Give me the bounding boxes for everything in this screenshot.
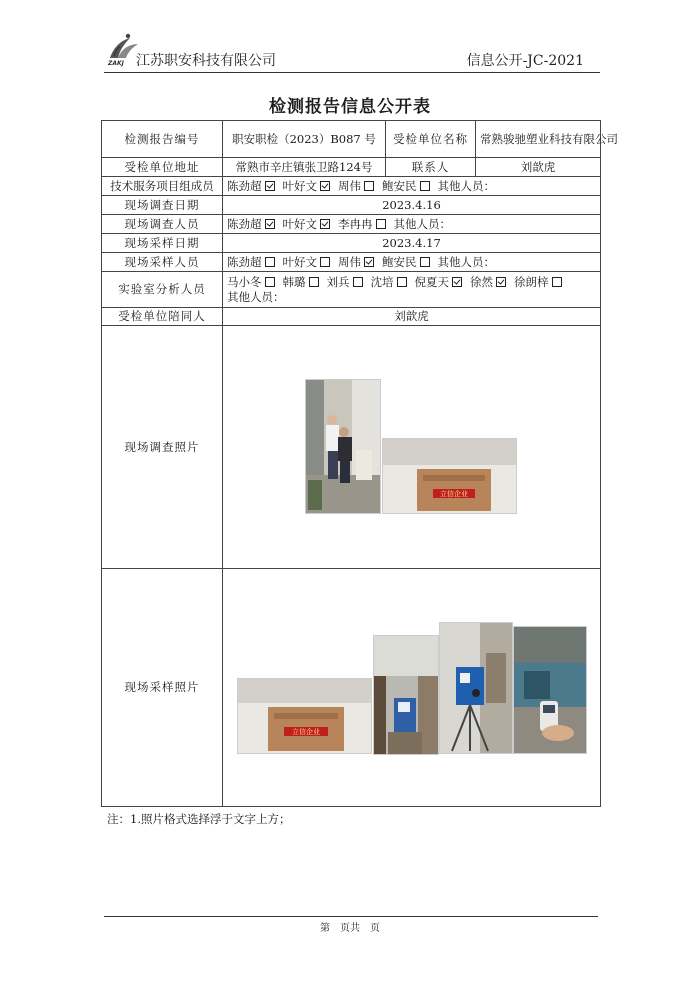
- checkbox-empty-icon[interactable]: [265, 257, 275, 267]
- table-row: [102, 308, 601, 326]
- survey-photo-cell: [223, 326, 601, 569]
- footer-divider: [104, 916, 598, 917]
- table-row: [102, 234, 601, 253]
- lab-label: 实验室分析人员: [102, 272, 223, 308]
- table-row: [102, 196, 601, 215]
- survey-photo-2: [382, 438, 517, 514]
- member-name: 马小冬: [227, 274, 262, 289]
- checkbox-checked-icon[interactable]: [265, 181, 275, 191]
- contact-value: 刘歆虎: [476, 158, 601, 177]
- page-title: 检测报告信息公开表: [269, 97, 431, 117]
- address-label: 受检单位地址: [102, 158, 223, 177]
- member-name: 韩璐: [282, 274, 306, 289]
- survey-staff-label: 现场调查人员: [102, 215, 223, 234]
- checkbox-checked-icon[interactable]: [452, 277, 462, 287]
- member-name: 叶好文: [282, 254, 317, 269]
- checkbox-checked-icon[interactable]: [320, 181, 330, 191]
- other-members-label: 其他人员：: [437, 178, 495, 193]
- checkbox-checked-icon[interactable]: [364, 257, 374, 267]
- sampling-photo-cell: [223, 569, 601, 807]
- member-name: 叶好文: [282, 178, 317, 193]
- other-members-label: 其他人员：: [437, 254, 495, 269]
- checkbox-empty-icon[interactable]: [364, 181, 374, 191]
- member-name: 叶好文: [282, 216, 317, 231]
- member-name: 鲍安民: [382, 254, 417, 269]
- document-number: 信息公开-JC-2021: [466, 53, 584, 69]
- sampling-date-value: 2023.4.17: [223, 234, 601, 253]
- checkbox-empty-icon[interactable]: [397, 277, 407, 287]
- sampling-photo-label: 现场采样照片: [102, 569, 223, 807]
- member-name: 周伟: [338, 178, 361, 193]
- unit-name-value: 常熟骏驰塑业科技有限公司: [476, 121, 601, 158]
- table-row: [102, 215, 601, 234]
- survey-photo-1: [305, 379, 381, 514]
- member-name: 陈劲超: [227, 216, 262, 231]
- survey-photo-label: 现场调查照片: [102, 326, 223, 569]
- table-row: [102, 177, 601, 196]
- page-header: [104, 30, 584, 74]
- report-no-label: 检测报告编号: [102, 121, 223, 158]
- lab-staff: [223, 272, 601, 308]
- checkbox-empty-icon[interactable]: [552, 277, 562, 287]
- escort-value: 刘歆虎: [223, 308, 601, 326]
- checkbox-checked-icon[interactable]: [496, 277, 506, 287]
- member-name: 刘兵: [326, 274, 350, 289]
- table-note: 注：1.照片格式选择浮于文字上方；: [107, 812, 291, 826]
- sampling-photo-3: [439, 622, 513, 754]
- team-label: 技术服务项目组成员: [102, 177, 223, 196]
- sampling-staff-label: 现场采样人员: [102, 253, 223, 272]
- sampling-photo-2: [373, 635, 439, 755]
- company-name: 江苏职安科技有限公司: [136, 53, 276, 69]
- other-members-label: 其他人员：: [393, 216, 451, 231]
- member-name: 李冉冉: [338, 216, 373, 231]
- checkbox-empty-icon[interactable]: [376, 219, 386, 229]
- report-no-value: 职安职检（2023）B087 号: [223, 121, 386, 158]
- page-number: 第 页共 页: [320, 923, 380, 934]
- table-row: [102, 326, 601, 569]
- checkbox-checked-icon[interactable]: [265, 219, 275, 229]
- survey-date-value: 2023.4.16: [223, 196, 601, 215]
- member-name: 鲍安民: [382, 178, 417, 193]
- table-row: [102, 272, 601, 308]
- sign-text: 立信企业: [292, 728, 320, 736]
- contact-label: 联系人: [386, 158, 476, 177]
- member-name: 周伟: [338, 254, 361, 269]
- sampling-staff: [223, 253, 601, 272]
- team-members: [223, 177, 601, 196]
- table-row: [102, 569, 601, 807]
- member-name: 陈劲超: [227, 178, 262, 193]
- checkbox-empty-icon[interactable]: [309, 277, 319, 287]
- survey-staff: [223, 215, 601, 234]
- member-name: 倪夏天: [414, 274, 449, 289]
- member-name: 徐然: [470, 274, 493, 289]
- sampling-photo-1: [237, 678, 372, 754]
- address-value: 常熟市辛庄镇张卫路124号: [223, 158, 386, 177]
- checkbox-checked-icon[interactable]: [320, 219, 330, 229]
- table-row: [102, 121, 601, 158]
- checkbox-empty-icon[interactable]: [353, 277, 363, 287]
- other-members-label: 其他人员：: [227, 289, 285, 304]
- info-table: [101, 120, 618, 807]
- sampling-photo-4: [513, 626, 587, 754]
- sign-text: 立信企业: [440, 490, 468, 498]
- logo-text: ZAKJ: [108, 60, 124, 67]
- survey-date-label: 现场调查日期: [102, 196, 223, 215]
- checkbox-empty-icon[interactable]: [420, 181, 430, 191]
- sampling-date-label: 现场采样日期: [102, 234, 223, 253]
- escort-label: 受检单位陪同人: [102, 308, 223, 326]
- member-name: 陈劲超: [227, 254, 262, 269]
- checkbox-empty-icon[interactable]: [420, 257, 430, 267]
- table-row: [102, 253, 601, 272]
- member-name: 徐朗梓: [514, 274, 549, 289]
- table-row: [102, 158, 601, 177]
- member-name: 沈培: [370, 274, 394, 289]
- checkbox-empty-icon[interactable]: [320, 257, 330, 267]
- unit-name-label: 受检单位名称: [386, 121, 476, 158]
- checkbox-empty-icon[interactable]: [265, 277, 275, 287]
- header-divider: [104, 72, 600, 73]
